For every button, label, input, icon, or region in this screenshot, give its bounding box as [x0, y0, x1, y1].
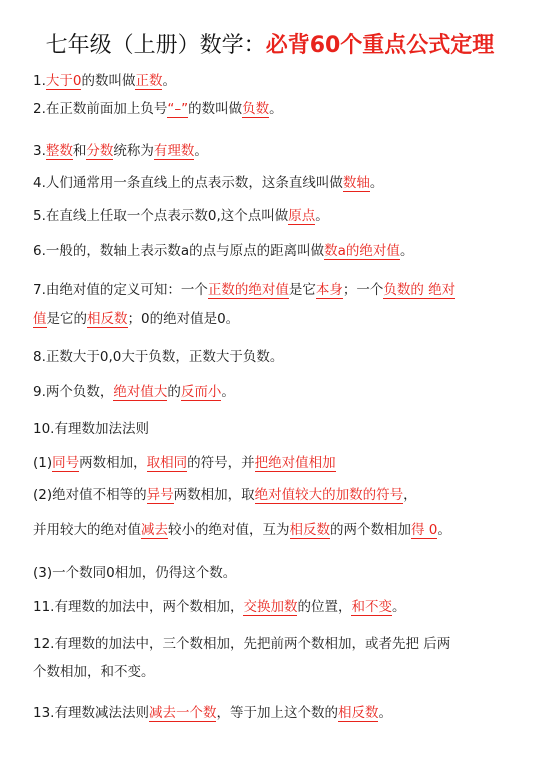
- line-text: (2)绝对值不相等的: [33, 487, 147, 503]
- formula-line: [33, 452, 336, 474]
- line-text: 。: [399, 243, 414, 259]
- formula-line: [33, 562, 236, 584]
- line-text: 4.人们通常用一条直线上的点表示数，这条直线叫做: [33, 175, 343, 191]
- formula-line: [33, 596, 405, 618]
- line-text: 。: [369, 175, 384, 191]
- formula-line: [33, 172, 383, 194]
- key-term: 绝对值大: [113, 384, 168, 400]
- line-text: (1): [33, 455, 53, 471]
- key-term: 负数的 绝对: [383, 282, 456, 298]
- key-term: 相反数: [337, 705, 379, 721]
- key-term: 同号: [52, 455, 80, 471]
- formula-line: [33, 205, 329, 227]
- line-text: 8.正数大于0,0大于负数，正数大于负数。: [33, 349, 284, 365]
- line-text: 较小的绝对值，互为: [168, 522, 290, 538]
- line-text: 。: [162, 73, 176, 89]
- key-term: 减去一个数: [148, 705, 217, 721]
- line-text: 6.一般的，数轴上表示数a的点与原点的距离叫做: [33, 243, 325, 259]
- line-text: 个数相加，和不变。: [33, 664, 155, 680]
- line-text: 。: [269, 101, 283, 117]
- formula-line: [33, 308, 239, 330]
- key-term: 绝对值较大的加数的符号: [254, 487, 404, 503]
- line-text: 3.: [33, 143, 46, 159]
- key-term: 正数: [135, 73, 163, 89]
- key-term: 数轴: [342, 175, 370, 191]
- line-text: 是它: [288, 282, 316, 298]
- formula-line: [33, 519, 451, 541]
- line-text: 和: [72, 143, 87, 159]
- key-term: 负数: [242, 101, 270, 117]
- line-text: 1.: [33, 73, 46, 89]
- formula-line: [33, 240, 413, 262]
- page-title: [0, 30, 540, 62]
- title-highlight: 必背60个重点公式定理: [265, 33, 495, 58]
- line-text: ；0的绝对值是0。: [127, 311, 240, 327]
- key-term: 减去: [141, 522, 168, 538]
- key-term: 值: [33, 311, 47, 327]
- key-term: 异号: [146, 487, 174, 503]
- key-term: 交换加数: [243, 599, 298, 615]
- key-term: 得 0: [411, 522, 438, 538]
- formula-line: [33, 279, 455, 301]
- key-term: 把绝对值相加: [254, 455, 336, 471]
- line-text: 10.有理数加法法则: [33, 421, 149, 437]
- formula-line: [33, 70, 176, 92]
- line-text: 。: [315, 208, 329, 224]
- formula-line: [33, 381, 235, 403]
- line-text: 并用较大的绝对值: [33, 522, 141, 538]
- line-text: 两数相加，取: [173, 487, 255, 503]
- line-text: 的两个数相加: [330, 522, 411, 538]
- line-text: ，: [403, 487, 417, 503]
- key-term: 大于0: [45, 73, 82, 89]
- line-text: 是它的: [46, 311, 87, 327]
- line-text: 统称为: [113, 143, 154, 159]
- formula-line: [33, 98, 283, 120]
- line-text: 9.两个负数，: [33, 384, 114, 400]
- line-text: 12.有理数的加法中，三个数相加，先把前两个数相加，或者先把 后两: [33, 636, 451, 652]
- line-text: 的数叫做: [188, 101, 243, 117]
- formula-line: [33, 418, 149, 440]
- line-text: 。: [194, 143, 208, 159]
- line-text: 两数相加，: [79, 455, 147, 471]
- line-text: 7.由绝对值的定义可知：一个: [33, 282, 208, 298]
- key-term: 数a的绝对值: [324, 243, 400, 259]
- line-text: 。: [437, 522, 451, 538]
- key-term: 正数的绝对值: [207, 282, 289, 298]
- key-term: 相反数: [289, 522, 330, 538]
- line-text: (3)一个数同0相加，仍得这个数。: [33, 565, 237, 581]
- key-term: 分数: [86, 143, 114, 159]
- formula-line: [33, 484, 417, 506]
- key-term: 反而小: [180, 384, 222, 400]
- key-term: 相反数: [87, 311, 128, 327]
- line-text: 的: [167, 384, 181, 400]
- line-text: 。: [378, 705, 392, 721]
- title-plain: 七年级（上册）数学：: [45, 33, 266, 58]
- line-text: 。: [391, 599, 406, 615]
- line-text: 2.在正数前面加上负号: [33, 101, 168, 117]
- line-text: 的符号，并: [187, 455, 255, 471]
- line-text: 11.有理数的加法中，两个数相加，: [33, 599, 244, 615]
- formula-line: [33, 633, 450, 655]
- line-text: 的位置，: [297, 599, 352, 615]
- key-term: “–”: [167, 101, 189, 117]
- line-text: 13.有理数减法法则: [33, 705, 149, 721]
- key-term: 和不变: [351, 599, 392, 615]
- line-text: ；一个: [342, 282, 384, 298]
- key-term: 本身: [315, 282, 343, 298]
- line-text: 。: [221, 384, 235, 400]
- formula-line: [33, 661, 155, 683]
- formula-line: [33, 140, 208, 162]
- key-term: 原点: [288, 208, 316, 224]
- line-text: ，等于加上这个数的: [216, 705, 338, 721]
- key-term: 取相同: [146, 455, 188, 471]
- line-text: 的数叫做: [81, 73, 136, 89]
- line-text: 5.在直线上任取一个点表示数0,这个点叫做: [33, 208, 289, 224]
- formula-line: [33, 346, 283, 368]
- key-term: 有理数: [153, 143, 195, 159]
- key-term: 整数: [45, 143, 73, 159]
- formula-line: [33, 702, 392, 724]
